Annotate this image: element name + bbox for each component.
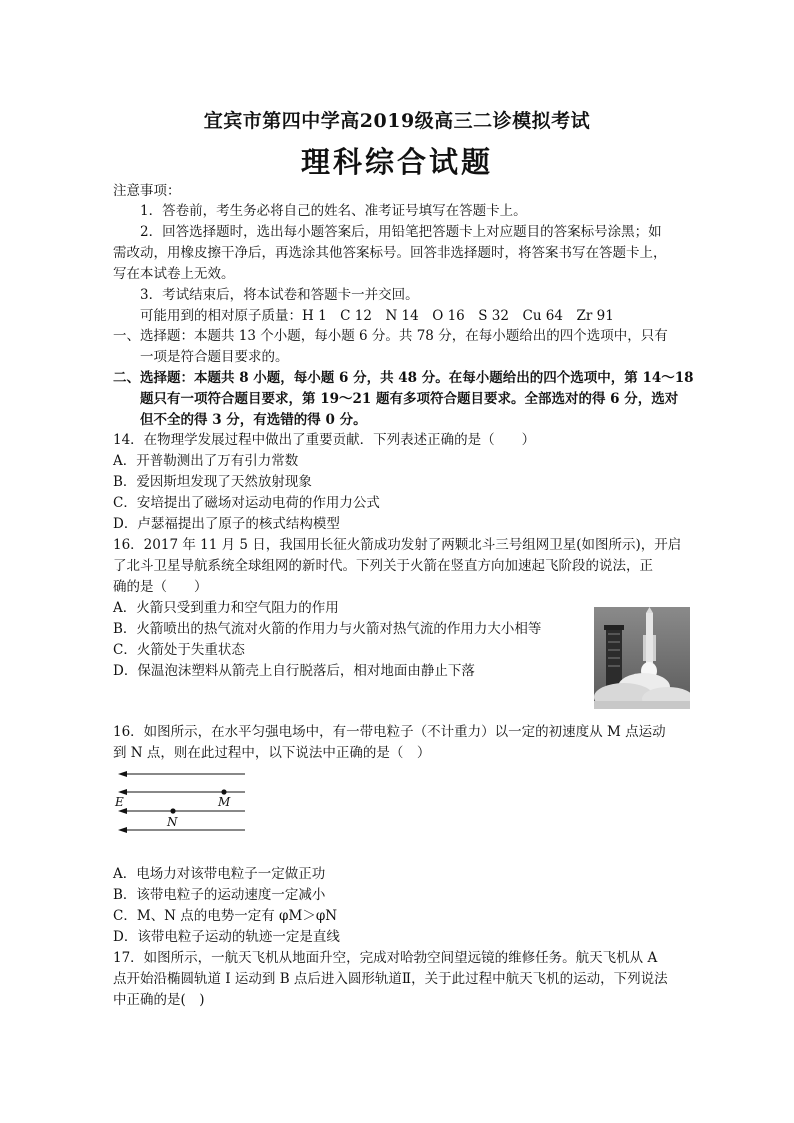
exam-title: 宜宾市第四中学高2019级高三二诊模拟考试 (203, 110, 591, 132)
q16b-option-c: C．M、N 点的电势一定有 φM＞φN (113, 908, 338, 924)
notice-item-2-line-2: 需改动，用橡皮擦干净后，再选涂其他答案标号。回答非选择题时，将答案书写在答题卡上， (113, 245, 667, 261)
point-n-dot (170, 808, 175, 813)
notice-item-2-line-3: 写在本试卷上无效。 (113, 266, 235, 282)
section-2-line-1: 二、选择题：本题共 8 小题，每小题 6 分，共 48 分。在每小题给出的四个选项中，第 14～18 (113, 370, 694, 386)
q16b-option-a: A．电场力对该带电粒子一定做正功 (113, 866, 326, 882)
electric-field-diagram (112, 762, 262, 842)
q14-option-b: B．爱因斯坦发现了天然放射现象 (113, 474, 312, 490)
q16a-stem-line-1: 16．2017 年 11 月 5 日，我国用长征火箭成功发射了两颗北斗三号组网卫星(如图所示)，开启 (113, 537, 682, 553)
q16b-option-b: B．该带电粒子的运动速度一定减小 (113, 887, 326, 903)
notice-heading: 注意事项： (113, 183, 181, 199)
exam-subtitle: 理科综合试题 (300, 145, 493, 179)
field-arrow (118, 827, 127, 833)
rocket-launch-image (594, 607, 690, 709)
notice-item-2-line-1: 2．回答选择题时，选出每小题答案后，用铅笔把答题卡上对应题目的答案标号涂黑；如 (140, 224, 662, 240)
section-1-line-2: 一项是符合题目要求的。 (140, 349, 289, 365)
q16b-option-d: D．该带电粒子运动的轨迹一定是直线 (113, 929, 340, 945)
section-1-line-1: 一、选择题：本题共 13 个小题，每小题 6 分。共 78 分，在每小题给出的四个选项中，只有 (113, 328, 668, 344)
q16b-stem-line-1: 16．如图所示，在水平匀强电场中，有一带电粒子（不计重力）以一定的初速度从 M 点运动 (113, 724, 666, 740)
q16a-option-a: A．火箭只受到重力和空气阻力的作用 (113, 600, 339, 616)
label-e: E (115, 795, 124, 809)
q14-option-c: C．安培提出了磁场对运动电荷的作用力公式 (113, 495, 380, 511)
notice-item-1: 1．答卷前，考生务必将自己的姓名、准考证号填写在答题卡上。 (140, 203, 527, 219)
notice-item-3: 3．考试结束后，将本试卷和答题卡一并交回。 (140, 287, 419, 303)
rocket-launch-photo (594, 607, 690, 709)
q16b-stem-line-2: 到 N 点，则在此过程中，以下说法中正确的是（ ） (113, 745, 431, 761)
label-n: N (167, 815, 178, 829)
q16a-option-c: C．火箭处于失重状态 (113, 642, 245, 658)
section-2-line-2: 题只有一项符合题目要求，第 19～21 题有多项符合题目要求。全部选对的得 6 分，选对 (140, 391, 679, 407)
point-m-dot (221, 789, 226, 794)
label-m: M (218, 795, 231, 809)
q17-stem-line-3: 中正确的是( ) (113, 992, 205, 1008)
q16a-stem-line-2: 了北斗卫星导航系统全球组网的新时代。下列关于火箭在竖直方向加速起飞阶段的说法，正 (113, 558, 653, 574)
field-arrow (118, 771, 127, 777)
q16a-option-b: B．火箭喷出的热气流对火箭的作用力与火箭对热气流的作用力大小相等 (113, 621, 542, 637)
atomic-masses: 可能用到的相对原子质量：H 1 C 12 N 14 O 16 S 32 Cu 64 Zr 91 (140, 308, 614, 324)
q17-stem-line-2: 点开始沿椭圆轨道 I 运动到 B 点后进入圆形轨道Ⅱ，关于此过程中航天飞机的运动，下列说法 (113, 971, 668, 987)
q14-option-a: A．开普勒测出了万有引力常数 (113, 453, 299, 469)
section-2-line-3: 但不全的得 3 分，有选错的得 0 分。 (140, 412, 367, 428)
q16a-stem-line-3: 确的是（ ） (113, 579, 208, 595)
q17-stem-line-1: 17．如图所示，一航天飞机从地面升空，完成对哈勃空间望远镜的维修任务。航天飞机从 A (113, 950, 658, 966)
q14-stem: 14．在物理学发展过程中做出了重要贡献．下列表述正确的是（ ） (113, 432, 536, 448)
q14-option-d: D．卢瑟福提出了原子的核式结构模型 (113, 516, 340, 532)
q16a-option-d: D．保温泡沫塑料从箭壳上自行脱落后，相对地面由静止下落 (113, 663, 475, 679)
